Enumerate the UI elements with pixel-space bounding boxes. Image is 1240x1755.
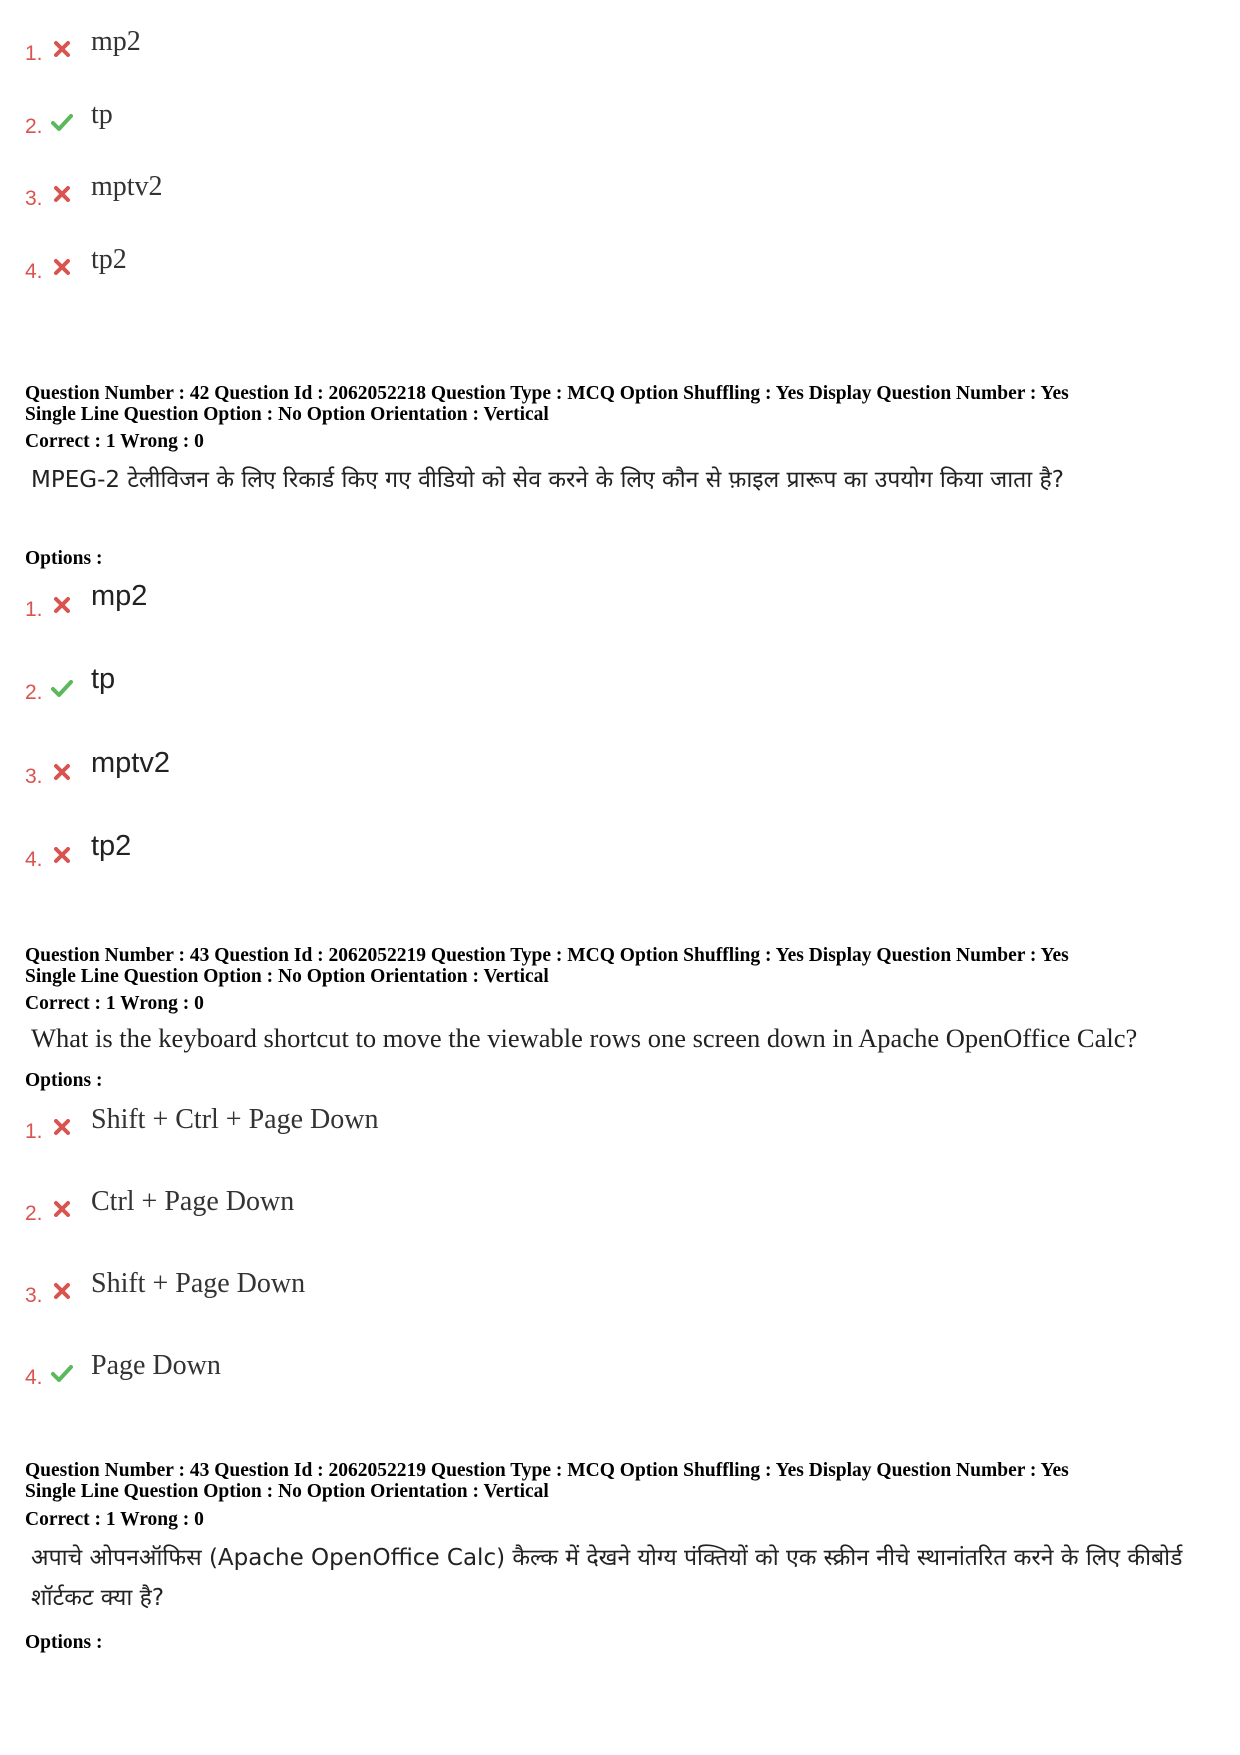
meta-line-1: Question Number : 43 Question Id : 2062052219 Question Type : MCQ Option Shuffling : Yes Display Question Number : Yes bbox=[25, 1460, 1069, 1481]
option-text: tp bbox=[91, 99, 113, 130]
option-text: mp2 bbox=[91, 580, 148, 612]
option-text: Page Down bbox=[91, 1350, 221, 1381]
question-text: अपाचे ओपनऑफिस (Apache OpenOffice Calc) कैल्क में देखने योग्य पंक्तियों को एक स्क्रीन नीचे स्थानांतरित करने के लिए कीबोर्ड शॉर्टकट क्या है? bbox=[31, 1545, 1183, 1611]
option-text: mptv2 bbox=[91, 171, 163, 202]
option-text: tp bbox=[91, 663, 116, 695]
question-text: MPEG-2 टेलीविजन के लिए रिकार्ड किए गए वीडियो को सेव करने के लिए कौन से फ़ाइल प्रारूप का उपयोग किया जाता है? bbox=[31, 467, 1064, 493]
option-number: 2. bbox=[25, 681, 43, 704]
cross-icon bbox=[51, 1198, 73, 1220]
cross-icon bbox=[51, 1116, 73, 1138]
check-icon bbox=[51, 1362, 73, 1384]
option-text: mp2 bbox=[91, 26, 141, 57]
option-number: 2. bbox=[25, 1202, 43, 1225]
option-text: tp2 bbox=[91, 830, 132, 862]
check-icon bbox=[51, 111, 73, 133]
cross-icon bbox=[51, 844, 73, 866]
option-number: 3. bbox=[25, 1284, 43, 1307]
meta-line-2: Single Line Question Option : No Option Orientation : Vertical bbox=[25, 404, 549, 425]
option-number: 4. bbox=[25, 1366, 43, 1389]
option-text: mptv2 bbox=[91, 747, 170, 779]
option-number: 2. bbox=[25, 115, 43, 138]
question-meta bbox=[25, 1460, 1069, 1502]
question-paper-page bbox=[25, 0, 1215, 1755]
options-label: Options : bbox=[25, 1070, 103, 1091]
option-number: 3. bbox=[25, 765, 43, 788]
correct-wrong: Correct : 1 Wrong : 0 bbox=[25, 993, 204, 1014]
option-text: Shift + Page Down bbox=[91, 1268, 306, 1299]
option-number: 3. bbox=[25, 187, 43, 210]
option-number: 1. bbox=[25, 42, 43, 65]
meta-line-1: Question Number : 42 Question Id : 2062052218 Question Type : MCQ Option Shuffling : Yes Display Question Number : Yes bbox=[25, 383, 1069, 404]
meta-line-2: Single Line Question Option : No Option Orientation : Vertical bbox=[25, 1481, 549, 1502]
check-icon bbox=[51, 677, 73, 699]
option-text: Shift + Ctrl + Page Down bbox=[91, 1104, 379, 1135]
cross-icon bbox=[51, 594, 73, 616]
option-number: 4. bbox=[25, 848, 43, 871]
cross-icon bbox=[51, 256, 73, 278]
question-meta bbox=[25, 383, 1069, 425]
question-text: What is the keyboard shortcut to move the viewable rows one screen down in Apache OpenOffice Calc? bbox=[31, 1023, 1138, 1053]
options-label: Options : bbox=[25, 548, 103, 569]
correct-wrong: Correct : 1 Wrong : 0 bbox=[25, 1509, 204, 1530]
option-text: Ctrl + Page Down bbox=[91, 1186, 295, 1217]
meta-line-2: Single Line Question Option : No Option Orientation : Vertical bbox=[25, 966, 549, 987]
meta-line-1: Question Number : 43 Question Id : 2062052219 Question Type : MCQ Option Shuffling : Yes Display Question Number : Yes bbox=[25, 945, 1069, 966]
option-text: tp2 bbox=[91, 244, 127, 275]
option-number: 4. bbox=[25, 260, 43, 283]
cross-icon bbox=[51, 1280, 73, 1302]
cross-icon bbox=[51, 183, 73, 205]
option-number: 1. bbox=[25, 598, 43, 621]
question-meta bbox=[25, 945, 1069, 987]
options-label: Options : bbox=[25, 1632, 103, 1653]
correct-wrong: Correct : 1 Wrong : 0 bbox=[25, 431, 204, 452]
option-number: 1. bbox=[25, 1120, 43, 1143]
cross-icon bbox=[51, 761, 73, 783]
cross-icon bbox=[51, 38, 73, 60]
